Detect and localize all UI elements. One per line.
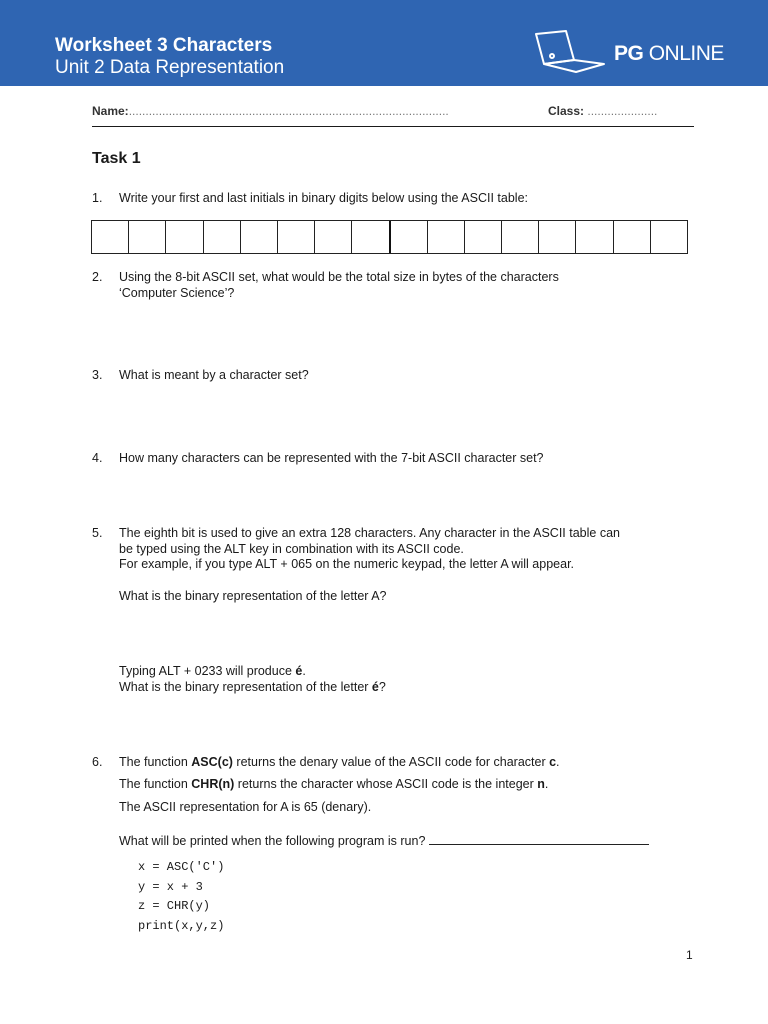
header-banner [0, 0, 768, 86]
name-class-row [92, 102, 694, 127]
binary-cell[interactable] [278, 221, 315, 253]
answer-line[interactable] [429, 832, 649, 845]
name-label: Name: [92, 104, 129, 118]
binary-cell[interactable] [241, 221, 278, 253]
unit-subtitle: Unit 2 Data Representation [55, 57, 285, 78]
question-number: 4. [92, 451, 103, 465]
binary-cell[interactable] [502, 221, 539, 253]
laptop-icon [534, 30, 608, 74]
code-line: y = x + 3 [138, 879, 203, 894]
question-text: The eighth bit is used to give an extra 128 characters. Any character in the ASCII table can [119, 526, 620, 540]
binary-cell[interactable] [204, 221, 241, 253]
binary-cell[interactable] [465, 221, 502, 253]
code-block [138, 858, 224, 936]
class-field[interactable] [548, 104, 657, 118]
binary-cell[interactable] [315, 221, 352, 253]
class-label: Class: [548, 104, 585, 118]
question-text: The function ASC(c) returns the denary value of the ASCII code for character c. [119, 755, 560, 769]
binary-cell[interactable] [614, 221, 651, 253]
binary-cell[interactable] [539, 221, 576, 253]
name-dots: ................................................................................................ [128, 104, 449, 118]
binary-cell[interactable] [576, 221, 613, 253]
question-text: Typing ALT + 0233 will produce é. [119, 664, 306, 678]
task-heading: Task 1 [92, 150, 141, 167]
binary-cell[interactable] [391, 221, 428, 253]
code-line: print(x,y,z) [138, 918, 225, 933]
logo-text: PG ONLINE [614, 42, 724, 65]
name-field[interactable] [92, 104, 449, 118]
question-text: What is the binary representation of the letter é? [119, 679, 386, 694]
question-text: What is the binary representation of the letter A? [119, 589, 387, 603]
binary-cell[interactable] [166, 221, 203, 253]
code-line: z = CHR(y) [138, 899, 211, 913]
question-number: 2. [92, 270, 103, 284]
question-number: 3. [92, 368, 103, 382]
question-text: The function CHR(n) returns the character whose ASCII code is the integer n. [119, 777, 549, 791]
question-number: 1. [92, 191, 103, 205]
question-number: 6. [92, 755, 103, 769]
binary-cell[interactable] [129, 221, 166, 253]
question-text: Using the 8-bit ASCII set, what would be the total size in bytes of the characters [119, 270, 559, 284]
binary-cell[interactable] [352, 221, 390, 253]
question-text: What is meant by a character set? [119, 368, 309, 382]
question-text: Write your first and last initials in binary digits below using the ASCII table: [119, 191, 528, 205]
pg-online-logo [534, 30, 724, 74]
page-number: 1 [686, 948, 693, 962]
question-text: The ASCII representation for A is 65 (denary). [119, 800, 372, 814]
question-text: How many characters can be represented with the 7-bit ASCII character set? [119, 451, 544, 465]
binary-answer-grid [91, 220, 688, 254]
question-number: 5. [92, 526, 103, 540]
binary-cell[interactable] [428, 221, 465, 253]
question-text: For example, if you type ALT + 065 on the numeric keypad, the letter A will appear. [119, 557, 575, 571]
worksheet-title: Worksheet 3 Characters [55, 35, 273, 56]
binary-cell[interactable] [92, 221, 129, 253]
question-text: What will be printed when the following program is run? [119, 834, 426, 848]
class-dots: ..................... [587, 104, 658, 118]
binary-cell[interactable] [651, 221, 687, 253]
question-text: ‘Computer Science’? [119, 285, 235, 300]
code-line: x = ASC('C') [138, 860, 225, 874]
question-text: be typed using the ALT key in combination with its ASCII code. [119, 541, 464, 556]
